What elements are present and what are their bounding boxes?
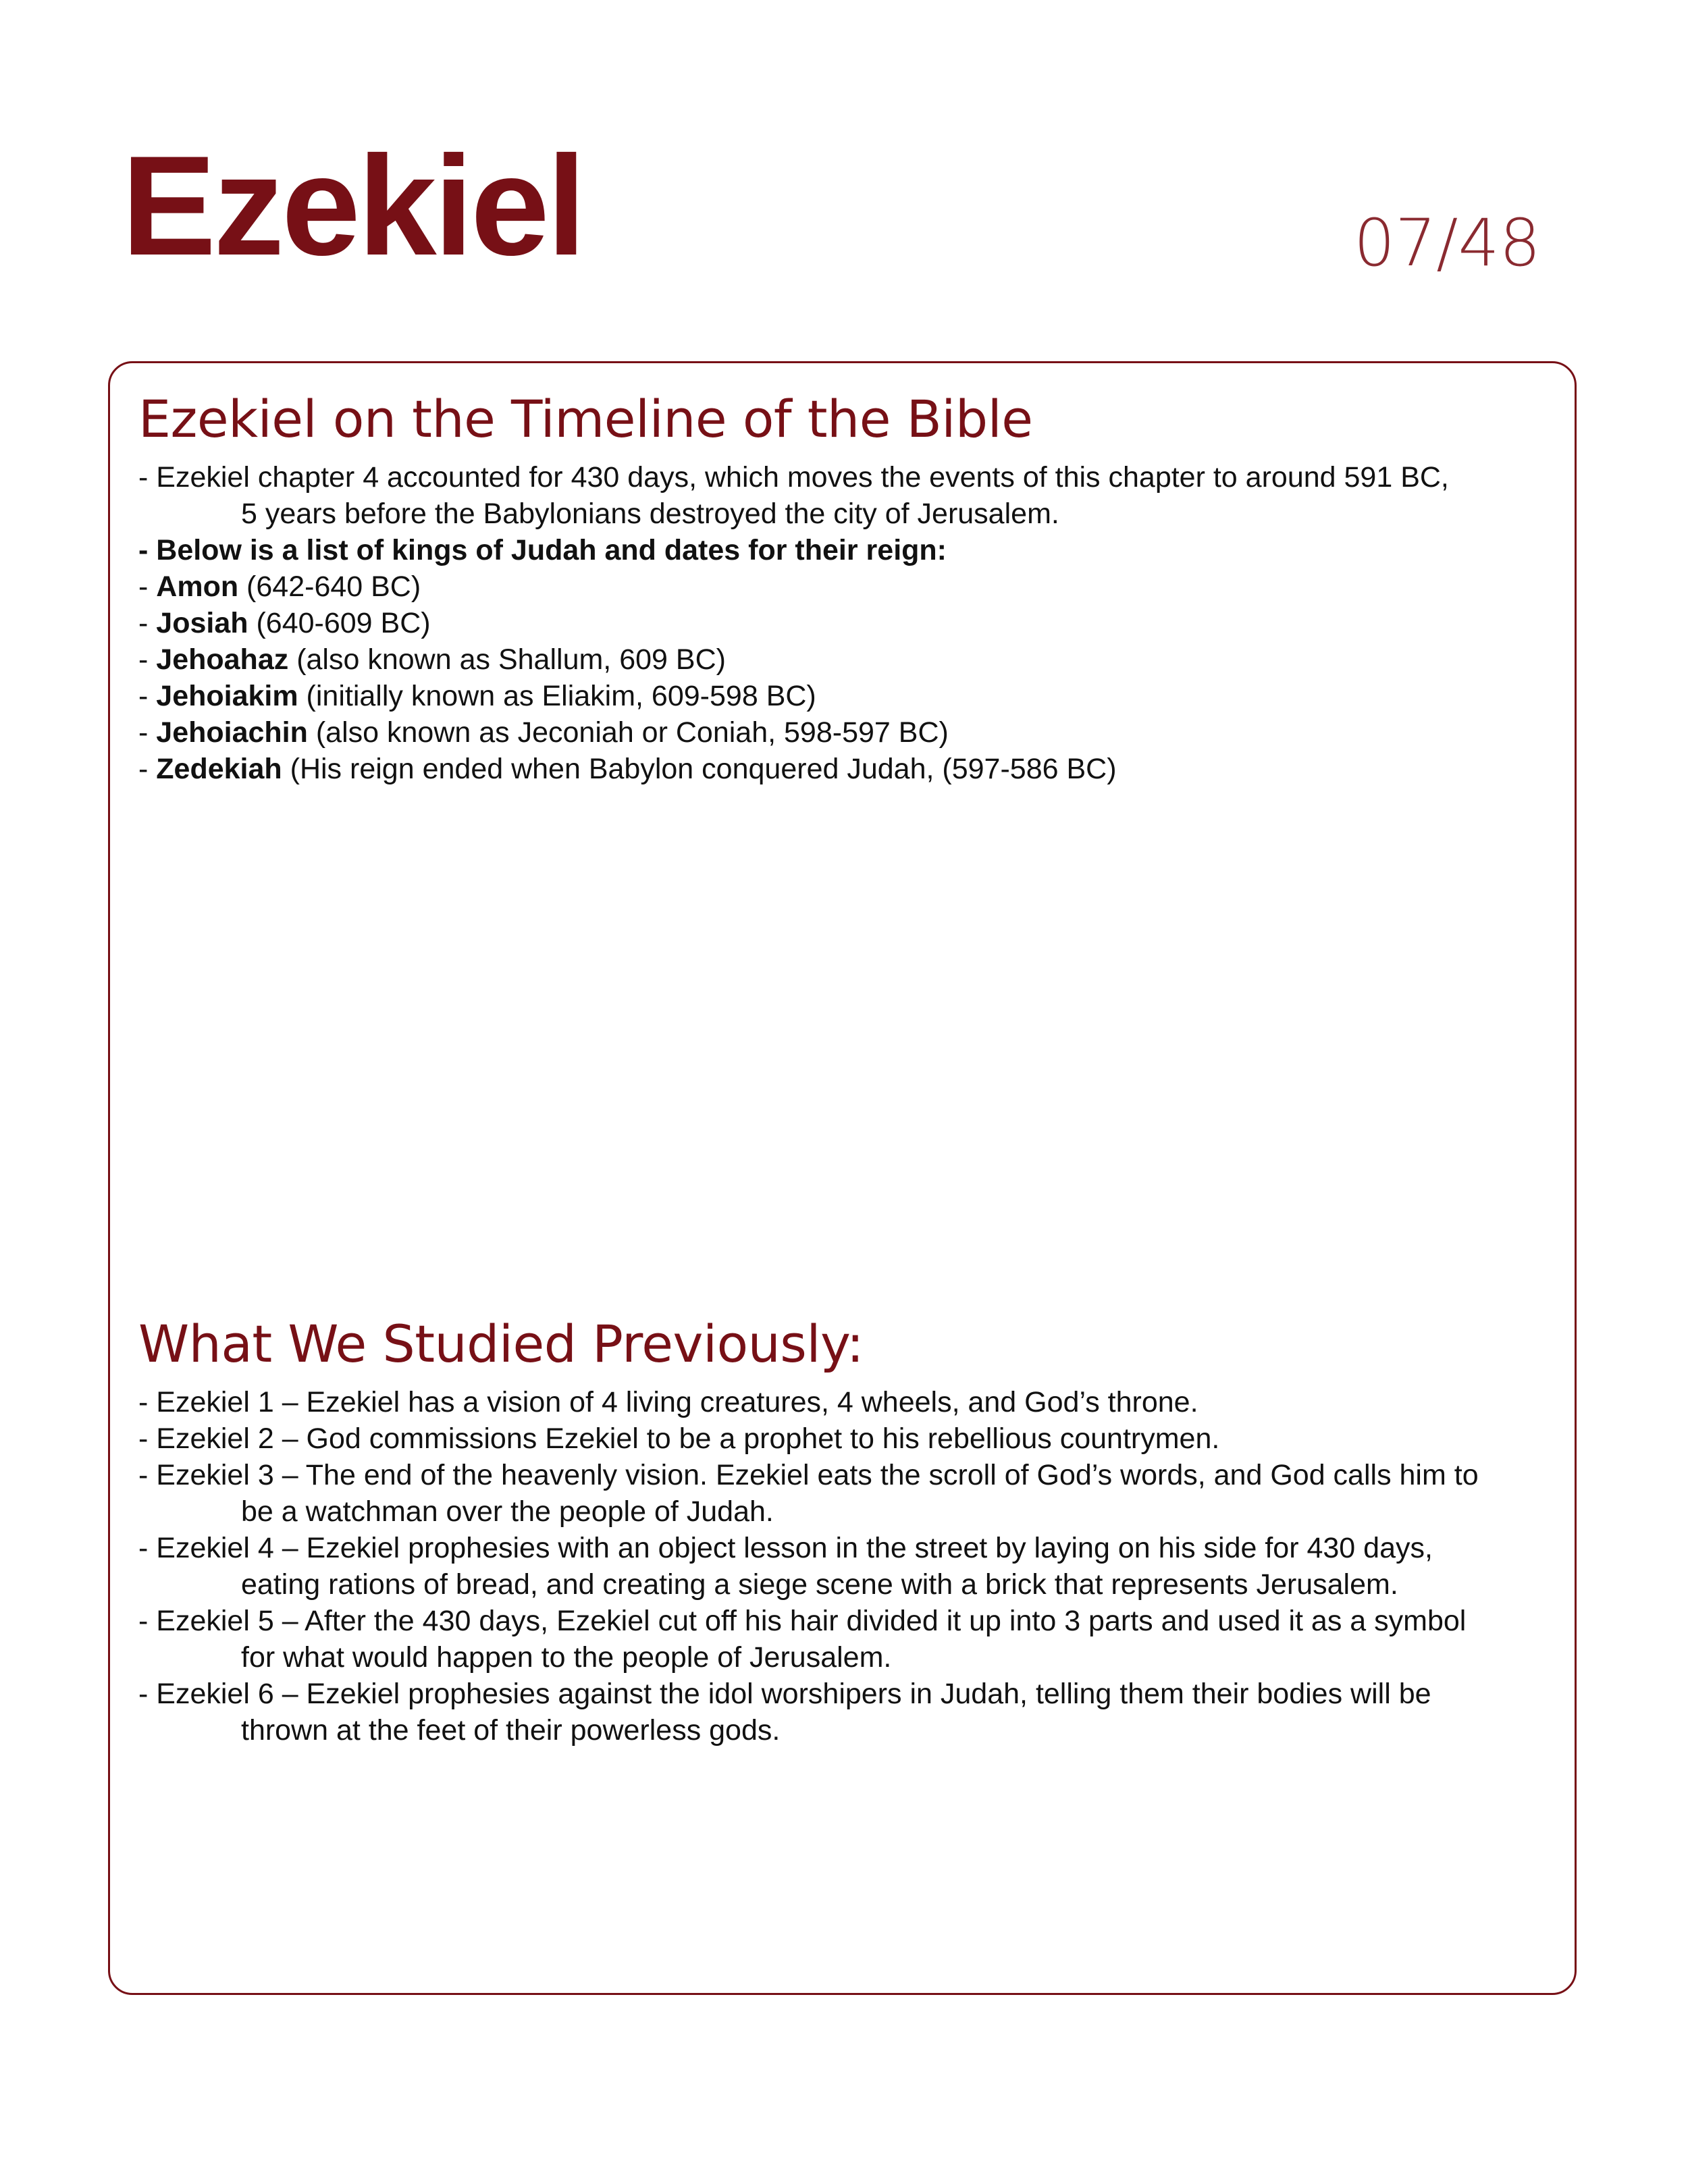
king-prefix: - xyxy=(138,570,157,604)
king-name: Jehoiakim xyxy=(156,680,298,713)
timeline-intro-continuation: 5 years before the Babylonians destroyed the city of Jerusalem. xyxy=(241,498,1059,531)
previous-section xyxy=(138,1313,1556,1749)
previous-item-line: - Ezekiel 2 – God commissions Ezekiel to be a prophet to his rebellious countrymen. xyxy=(138,1422,1220,1456)
king-prefix: - xyxy=(138,716,157,749)
king-prefix: - xyxy=(138,680,157,713)
previous-heading: What We Studied Previously: xyxy=(138,1314,864,1374)
previous-item-line: - Ezekiel 5 – After the 430 days, Ezekiel cut off his hair divided it up into 3 parts and used it as a symbol xyxy=(138,1605,1467,1638)
king-item xyxy=(138,751,1556,787)
king-name: Amon xyxy=(156,570,239,604)
king-item xyxy=(138,714,1556,751)
timeline-section xyxy=(138,388,1556,787)
previous-item-line: - Ezekiel 6 – Ezekiel prophesies against the idol worshipers in Judah, telling them their bodies will be xyxy=(138,1678,1431,1711)
king-item xyxy=(138,568,1556,605)
previous-item-line: - Ezekiel 1 – Ezekiel has a vision of 4 living creatures, 4 wheels, and God’s throne. xyxy=(138,1386,1198,1419)
king-name: Josiah xyxy=(156,607,248,640)
previous-item-line: - Ezekiel 4 – Ezekiel prophesies with an object lesson in the street by laying on his side for 430 days, xyxy=(138,1532,1433,1565)
previous-item-continuation: eating rations of bread, and creating a siege scene with a brick that represents Jerusalem. xyxy=(241,1568,1398,1601)
king-detail: (640-609 BC) xyxy=(248,607,431,640)
timeline-intro-line: - Ezekiel chapter 4 accounted for 430 days, which moves the events of this chapter to around 591 BC, xyxy=(138,461,1449,494)
king-detail: (also known as Shallum, 609 BC) xyxy=(288,643,726,676)
king-detail: (also known as Jeconiah or Coniah, 598-597 BC) xyxy=(307,716,949,749)
king-item xyxy=(138,678,1556,714)
page-title: Ezekiel xyxy=(122,126,584,285)
timeline-heading: Ezekiel on the Timeline of the Bible xyxy=(138,389,1033,449)
king-name: Jehoiachin xyxy=(156,716,308,749)
previous-item-line: - Ezekiel 3 – The end of the heavenly vision. Ezekiel eats the scroll of God’s words, and God calls him to xyxy=(138,1459,1479,1492)
previous-item-continuation: thrown at the feet of their powerless gods. xyxy=(241,1714,781,1747)
king-prefix: - xyxy=(138,643,157,676)
page-number: 07/48 xyxy=(1354,205,1541,281)
previous-item-continuation: for what would happen to the people of Jerusalem. xyxy=(241,1641,892,1674)
king-detail: (His reign ended when Babylon conquered Judah, (597-586 BC) xyxy=(282,753,1117,786)
king-item xyxy=(138,605,1556,641)
king-item xyxy=(138,641,1556,678)
king-prefix: - xyxy=(138,607,157,640)
king-name: Zedekiah xyxy=(156,753,282,786)
king-detail: (642-640 BC) xyxy=(238,570,421,604)
previous-item-continuation: be a watchman over the people of Judah. xyxy=(241,1495,774,1528)
king-name: Jehoahaz xyxy=(156,643,289,676)
kings-list-header: - Below is a list of kings of Judah and dates for their reign: xyxy=(138,534,947,567)
king-detail: (initially known as Eliakim, 609-598 BC) xyxy=(298,680,816,713)
king-prefix: - xyxy=(138,753,157,786)
